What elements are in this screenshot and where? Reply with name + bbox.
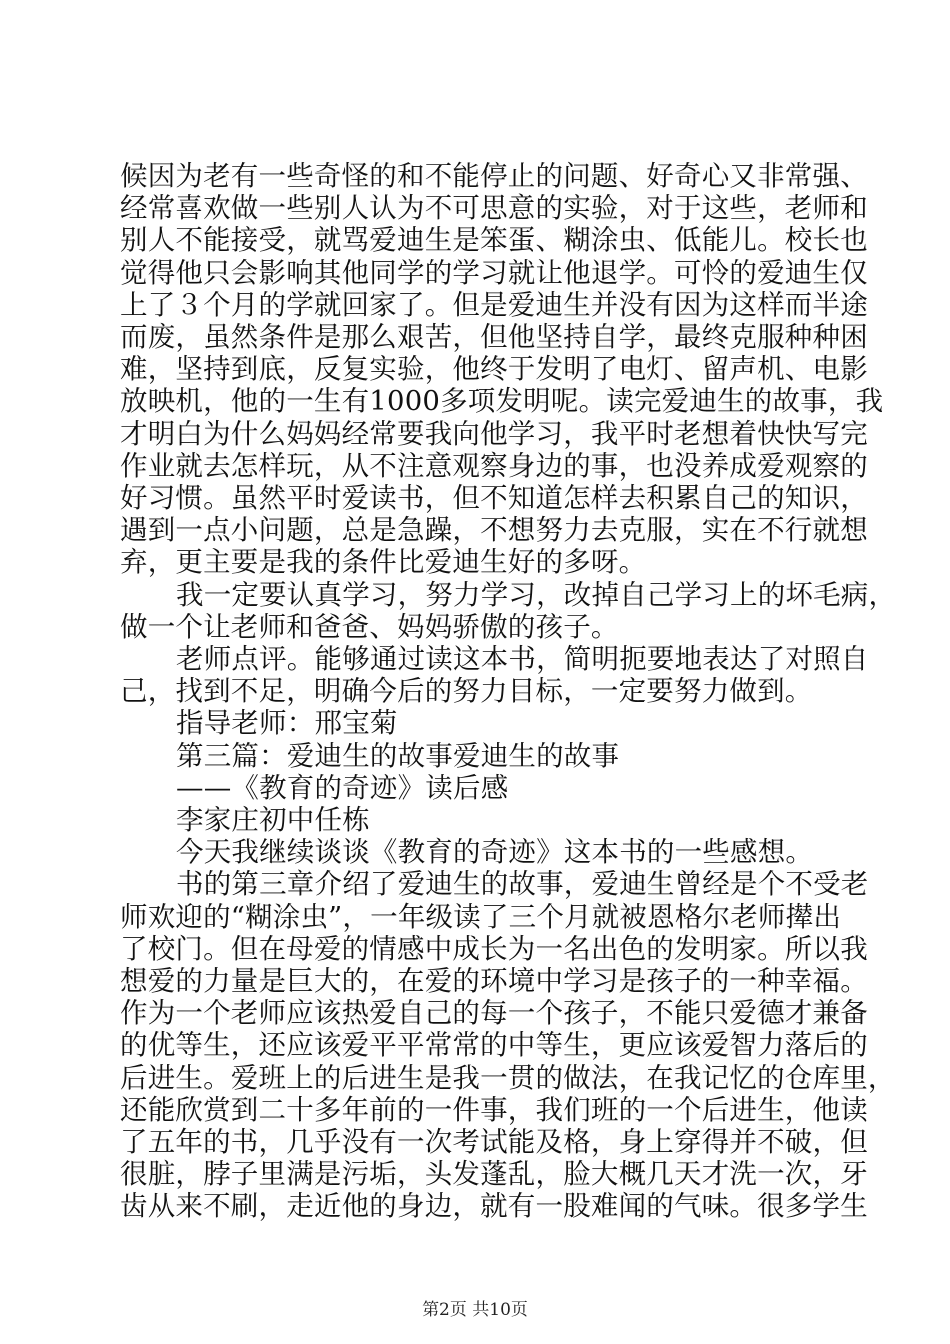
author-line: 李家庄初中任栋 (176, 804, 370, 836)
text-line: 觉得他只会影响其他同学的学习就让他退学。可怜的爱迪生仅 (120, 256, 868, 289)
text-line: 放映机，他的一生有1000多项发明呢。读完爱迪生的故事，我 (120, 385, 884, 418)
page-number-footer: 第2页 共10页 (422, 1300, 528, 1320)
text-line: 难，坚持到底，反复实验，他终于发明了电灯、留声机、电影 (120, 353, 868, 386)
paragraph-first-line: 今天我继续谈谈《教育的奇迹》这本书的一些感想。 (176, 836, 814, 869)
section-subtitle: ——《教育的奇迹》读后感 (176, 771, 509, 804)
text-line: 弃，更主要是我的条件比爱迪生好的多呀。 (120, 546, 647, 579)
text-line: 作业就去怎样玩，从不注意观察身边的事，也没养成爱观察的 (120, 449, 868, 482)
section-title: 第三篇：爱迪生的故事爱迪生的故事 (176, 739, 620, 772)
text-line: 师欢迎的“糊涂虫”，一年级读了三个月就被恩格尔老师撵出 (120, 900, 842, 933)
text-line: 遇到一点小问题，总是急躁，不想努力去克服，实在不行就想 (120, 514, 868, 547)
text-line: 作为一个老师应该热爱自己的每一个孩子，不能只爱德才兼备 (120, 997, 868, 1030)
paragraph-first-line: 我一定要认真学习，努力学习，改掉自己学习上的坏毛病， (176, 578, 897, 611)
text-line: 了五年的书，几乎没有一次考试能及格，身上穿得并不破，但 (120, 1126, 868, 1158)
text-line: 还能欣赏到二十多年前的一件事，我们班的一个后进生，他读 (120, 1093, 868, 1126)
text-line: 才明白为什么妈妈经常要我向他学习，我平时老想着快快写完 (120, 417, 868, 450)
text-line: 而废，虽然条件是那么艰苦，但他坚持自学，最终克服种种困 (120, 321, 868, 353)
text-line: 了校门。但在母爱的情感中成长为一名出色的发明家。所以我 (120, 932, 868, 965)
text-line: 候因为老有一些奇怪的和不能停止的问题、好奇心又非常强、 (120, 160, 868, 192)
teacher-comment: 老师点评。能够通过读这本书，简明扼要地表达了对照自 (176, 643, 869, 675)
text-line: 别人不能接受，就骂爱迪生是笨蛋、糊涂虫、低能儿。校长也 (120, 224, 868, 257)
text-line: 很脏，脖子里满是污垢，头发蓬乱，脸大概几天才洗一次，牙 (120, 1158, 868, 1191)
text-line: 的优等生，还应该爱平平常常的中等生，更应该爱智力落后的 (120, 1029, 868, 1062)
text-line: 经常喜欢做一些别人认为不可思意的实验，对于这些，老师和 (120, 192, 868, 225)
paragraph-first-line: 书的第三章介绍了爱迪生的故事，爱迪生曾经是个不受老 (176, 868, 869, 901)
text-line: 齿从来不刷，走近他的身边，就有一股难闻的气味。很多学生 (120, 1190, 868, 1223)
text-line: 好习惯。虽然平时爱读书，但不知道怎样去积累自己的知识， (120, 482, 868, 514)
text-line: 己，找到不足，明确今后的努力目标，一定要努力做到。 (120, 675, 813, 708)
text-line: 做一个让老师和爸爸、妈妈骄傲的孩子。 (120, 610, 619, 643)
text-line: 上了３个月的学就回家了。但是爱迪生并没有因为这样而半途 (120, 288, 868, 321)
instructor-name: 指导老师：邢宝菊 (176, 707, 398, 740)
text-line: 后进生。爱班上的后进生是我一贯的做法，在我记忆的仓库里， (120, 1061, 896, 1094)
text-line: 想爱的力量是巨大的，在爱的环境中学习是孩子的一种幸福。 (120, 965, 868, 997)
